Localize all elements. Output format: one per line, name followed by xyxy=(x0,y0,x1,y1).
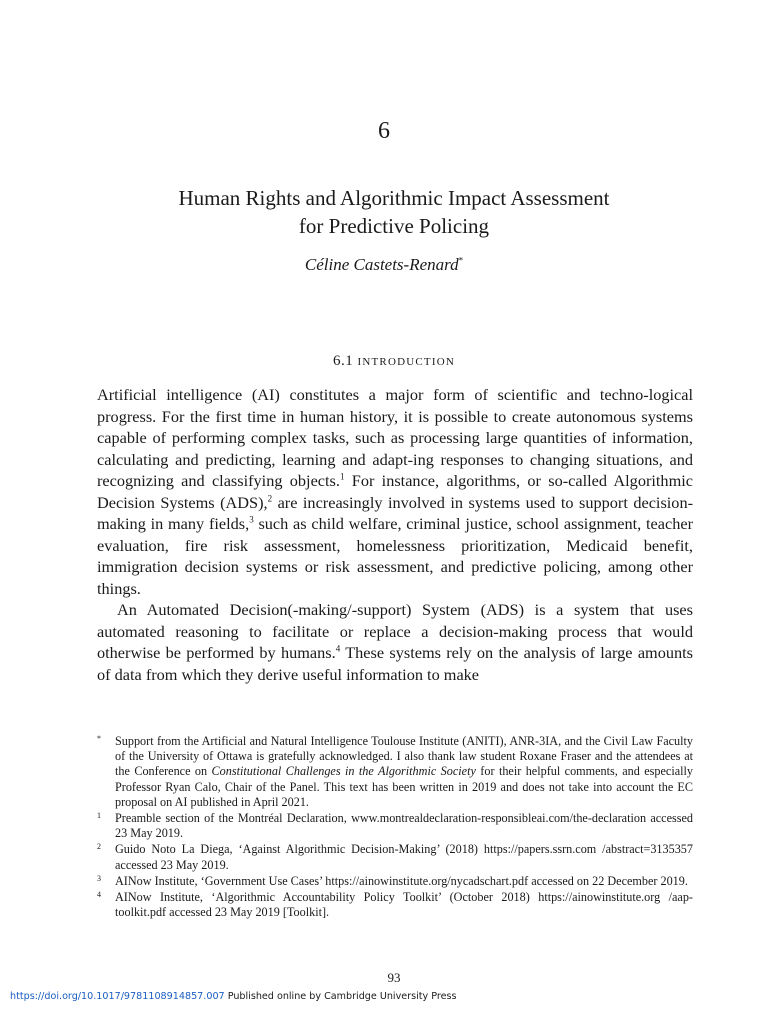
paragraph-1-text-b: For instance, algorithms, or so-called Algorithmic Decision Systems (ADS), xyxy=(97,471,693,512)
author-name-text: Céline Castets-Renard xyxy=(304,255,459,274)
section-title: introduction xyxy=(357,353,455,369)
doi-link[interactable]: https://doi.org/10.1017/9781108914857.007 xyxy=(10,991,225,1002)
footnote-4 xyxy=(97,890,693,920)
paragraph-1-text-d: such as child welfare, criminal justice, school assignment, teacher evaluation, fire risk assessment, homelessness prioritization, Medicaid benefit, immigration decision systems or risk assessment, and predictive policing, among other things. xyxy=(97,514,693,598)
footnote-italic-title: Constitutional Challenges in the Algorithmic Society xyxy=(211,764,476,779)
footnote-1 xyxy=(97,811,693,841)
chapter-number: 6 xyxy=(378,118,390,144)
footnote-star xyxy=(97,734,693,810)
doi-footer xyxy=(10,991,457,1002)
section-heading xyxy=(0,353,768,370)
footnote-mark: 3 xyxy=(97,873,101,883)
footnote-text: AINow Institute, ‘Government Use Cases’ https://ainowinstitute.org/nycadschart.pdf accessed on 22 December 2019. xyxy=(115,873,688,888)
page-number: 93 xyxy=(387,970,401,985)
paragraph-1-text-c: are increasingly involved in systems used to support decision-making in many fields, xyxy=(97,492,694,533)
author-name xyxy=(0,255,768,275)
chapter-title-line-2: for Predictive Policing xyxy=(298,214,490,238)
section-number: 6.1 xyxy=(332,353,354,369)
footnote-text-cont: for their helpful comments, and especially Professor Ryan Calo, Chair of the Panel. This text has been written in 2019 and does not take into account the EC proposal on AI published in April 2021. xyxy=(115,764,694,809)
paragraph-2-text-a: An Automated Decision(-making/-support) System (ADS) is a system that uses automated reasoning to facilitate or replace a decision-making process that would otherwise be performed by humans. xyxy=(97,600,693,662)
footnote-mark: 1 xyxy=(97,811,101,821)
footnote-ref-3[interactable]: 3 xyxy=(249,514,254,525)
paragraph-1-text-a: Artificial intelligence (AI) constitutes a major form of scientific and techno-logical progress. For the first time in human history, it is possible to create autonomous systems capable of performing complex tasks, such as processing large quantities of information, calculating and predicting, learning and adapt-ing responses to changing situations, and recognizing and classifying objects. xyxy=(97,385,693,490)
footnote-3 xyxy=(97,874,693,889)
footnotes xyxy=(97,734,693,921)
footnote-mark: 2 xyxy=(97,842,101,852)
author-footnote-mark: * xyxy=(458,255,464,266)
paragraph-1 xyxy=(97,384,693,599)
chapter-title xyxy=(0,184,768,240)
footnote-text: Support from the Artificial and Natural Intelligence Toulouse Institute (ANITI), ANR-3IA, and the Civil Law Faculty of the University of Ottawa is gratefully acknowledged. I also thank law student Roxane Fraser and the attendees at the Conference on xyxy=(115,734,693,779)
footnote-ref-4[interactable]: 4 xyxy=(335,643,341,654)
chapter-title-line-1: Human Rights and Algorithmic Impact Assessment xyxy=(178,186,610,210)
footnote-2 xyxy=(97,842,693,872)
footnote-text: AINow Institute, ‘Algorithmic Accountability Policy Toolkit’ (October 2018) https://ainowinstitute.org /aap-toolkit.pdf accessed 23 May 2019 [Toolkit]. xyxy=(115,890,693,920)
footnote-mark: * xyxy=(97,734,101,743)
footnote-mark: 4 xyxy=(97,890,101,900)
paragraph-2-text-b: These systems rely on the analysis of large amounts of data from which they derive useful information to make xyxy=(97,643,693,684)
footnote-text: Guido Noto La Diega, ‘Against Algorithmic Decision-Making’ (2018) https://papers.ssrn.com /abstract=3135357 accessed 23 May 2019. xyxy=(115,842,693,872)
body-text xyxy=(97,384,693,685)
footnote-ref-1[interactable]: 1 xyxy=(339,471,345,482)
footnote-ref-2[interactable]: 2 xyxy=(267,493,273,504)
publisher-note: Published online by Cambridge University Press xyxy=(224,991,457,1002)
footnote-text: Preamble section of the Montréal Declaration, www.montrealdeclaration-responsibleai.com/the-declaration accessed 23 May 2019. xyxy=(115,811,693,841)
paragraph-2 xyxy=(97,599,693,685)
